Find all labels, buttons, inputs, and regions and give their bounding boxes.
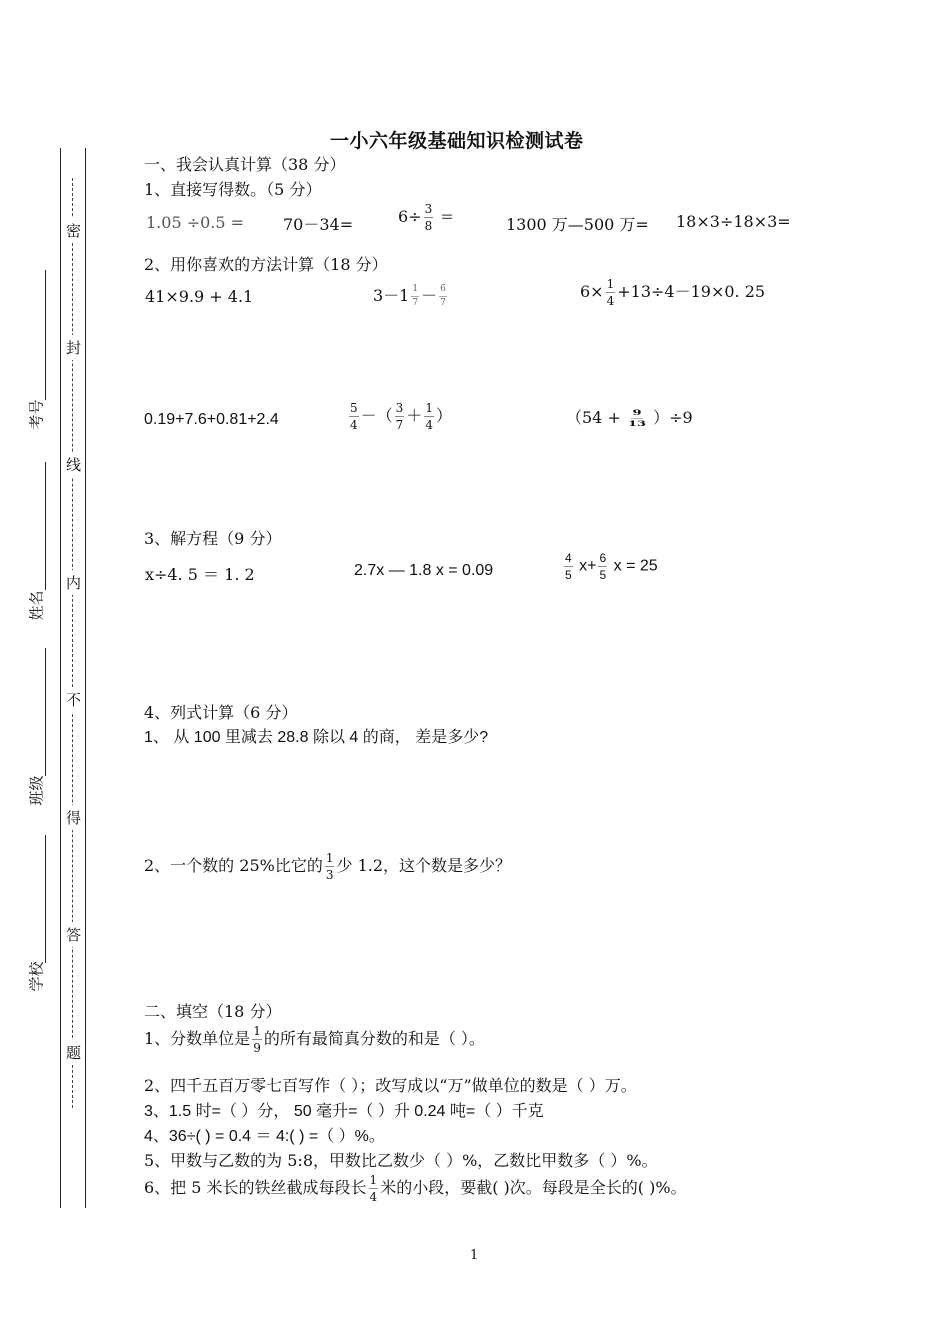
- seal-dashed-line: [72, 178, 73, 1108]
- q1-item: 1.05 ÷0.5 =: [146, 213, 245, 232]
- seal-char: 内: [66, 570, 81, 595]
- q2-expr-6: （54 + $\frac{9}{13}$ ）÷9: [566, 408, 693, 429]
- q1-item-fraction-expr: 6÷ $\frac{3}{8}$ =: [398, 202, 454, 233]
- field-underline: [45, 270, 46, 400]
- q4-problem-2: 2、一个数的 25%比它的 $\frac{1}{3}$ 少 1.2，这个数是多少？: [144, 851, 512, 882]
- q1-item: 1300 万—500 万=: [506, 215, 649, 234]
- fill-line-5: 5、甲数与乙数的为 5:8，甲数比乙数少（ ）%，乙数比甲数多（ ）%。: [144, 1151, 658, 1170]
- fill-line-4: 4、36÷( ) = 0.4 ＝ 4:( ) =（ ）%。: [144, 1128, 385, 1145]
- field-underline: [45, 835, 46, 963]
- fill-line-3: 3、1.5 时=（ ）分， 50 毫升=（ ）升 0.24 吨=（ ）千克: [144, 1103, 544, 1120]
- q4-problem-1: 1、 从 100 里减去 28.8 除以 4 的商， 差是多少?: [144, 729, 489, 746]
- field-underline: [45, 462, 46, 590]
- fill-line-1: 1、分数单位是 $\frac{1}{9}$ 的所有最简真分数的和是（ ）。: [144, 1024, 485, 1055]
- q2-expr-5: $\frac{5}{4}$ －（ $\frac{3}{7}$ ＋ $\frac{1}{4}$ ）: [350, 401, 452, 432]
- binding-line-left: [60, 148, 61, 1208]
- seal-char: 答: [66, 922, 81, 947]
- q3-eq-2: 2.7x — 1.8 x = 0.09: [354, 562, 494, 579]
- fill-line-2: 2、四千五百万零七百写作（ ）；改写成以“万”做单位的数是（ ）万。: [144, 1076, 637, 1095]
- field-underline: [45, 648, 46, 776]
- q2-expr-4: 0.19+7.6+0.81+2.4: [144, 411, 279, 428]
- fill-line-6: 6、把 5 米长的铁丝截成每段长 $\frac{1}{4}$ 米的小段，要截( )次。每段是全长的( )%。: [144, 1173, 687, 1204]
- binding-line-right: [85, 148, 86, 1208]
- seal-char: 不: [66, 687, 81, 712]
- seal-char: 题: [66, 1040, 81, 1065]
- q2-expr-1: 41×9.9 + 4.1: [145, 287, 254, 306]
- q1-heading: 1、直接写得数。（5 分）: [144, 180, 322, 199]
- q3-eq-3: $\frac{4}{5}$ x+ $\frac{6}{5}$ x = 25: [565, 551, 658, 582]
- page-title: 一小六年级基础知识检测试卷: [330, 130, 584, 152]
- field-school-label: 学校: [27, 961, 46, 992]
- seal-char: 得: [66, 805, 81, 830]
- q3-eq-1: x÷4. 5 ＝ 1. 2: [145, 565, 255, 584]
- section2-heading: 二、填空（18 分）: [144, 1002, 282, 1021]
- field-class-label: 班级: [27, 775, 46, 806]
- section1-heading: 一、我会认真计算（38 分）: [144, 155, 346, 174]
- field-name-label: 姓名: [27, 590, 46, 621]
- q4-heading: 4、列式计算（6 分）: [144, 703, 298, 722]
- fraction: $\frac{3}{8}$: [424, 202, 433, 233]
- q2-expr-2: 3－1 $\frac{1}{7}$ － $\frac{6}{7}$: [373, 284, 446, 308]
- seal-char: 线: [66, 452, 81, 477]
- q1-item: 18×3÷18×3=: [676, 212, 791, 231]
- field-exam-number-label: 考号: [27, 399, 46, 430]
- seal-char: 封: [66, 335, 81, 360]
- q2-heading: 2、用你喜欢的方法计算（18 分）: [144, 255, 388, 274]
- page-number: 1: [470, 1248, 479, 1263]
- seal-char: 密: [66, 218, 81, 243]
- q1-item: 70－34=: [283, 215, 354, 234]
- q3-heading: 3、解方程（9 分）: [144, 529, 282, 548]
- q2-expr-3: 6× $\frac{1}{4}$ +13÷4－19×0. 25: [580, 277, 766, 308]
